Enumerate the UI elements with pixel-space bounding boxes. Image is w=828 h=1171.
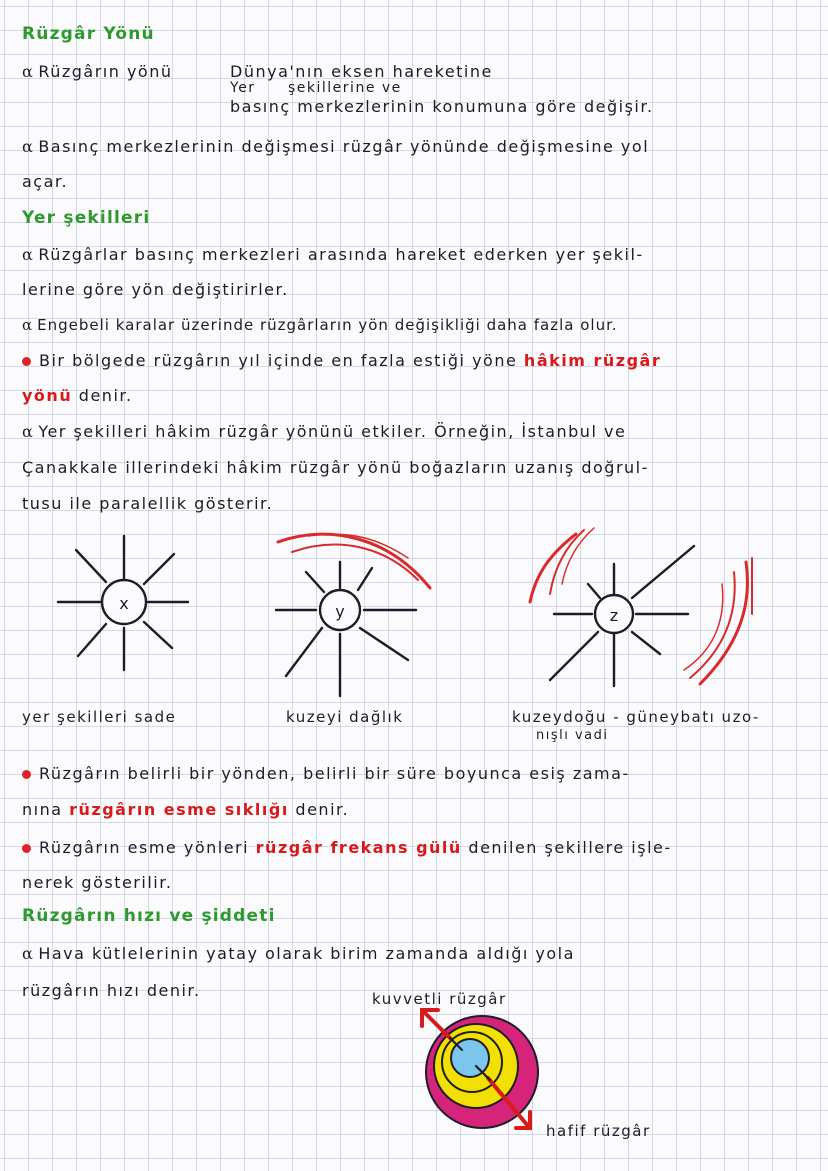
- highlight-term: rüzgâr frekans gülü: [255, 838, 462, 857]
- bullet-dot: [22, 844, 31, 853]
- paragraph-earth-axis: Dünya'nın eksen hareketine: [230, 62, 493, 81]
- text: Engebeli karalar üzerinde rüzgârların yön değişikliği daha fazla olur.: [37, 316, 618, 334]
- bullet-dot: [22, 770, 31, 779]
- section-title-wind-speed: Rüzgârın hızı ve şiddeti: [22, 906, 276, 926]
- wind-rose-y: [268, 528, 438, 698]
- text: Basınç merkezlerinin değişmesi rüzgâr yönünde değişmesine yol: [38, 137, 650, 156]
- label-x: x: [119, 594, 129, 613]
- text-pressure-centers: basınç merkezlerinin konumuna göre değişir.: [230, 97, 654, 116]
- caption-z-line2: nışlı vadi: [536, 728, 609, 743]
- paragraph-prevailing-wind: [22, 351, 661, 370]
- section-title-wind-direction: Rüzgâr Yönü: [22, 24, 155, 44]
- highlight-term: hâkim rüzgâr: [523, 351, 662, 370]
- alpha-marker: α: [22, 944, 35, 963]
- label-light-wind: hafif rüzgâr: [546, 1122, 651, 1140]
- paragraph-wind-direction-label: [22, 62, 173, 81]
- alpha-marker: α: [22, 422, 35, 441]
- paragraph-wind-frequency: [22, 764, 630, 783]
- highlight-term: yönü: [22, 386, 73, 405]
- label-z: z: [609, 606, 619, 625]
- paragraph-pressure-change-cont: açar.: [22, 172, 69, 191]
- alpha-marker: α: [22, 245, 35, 264]
- alpha-marker: α: [22, 137, 35, 156]
- label-y: y: [335, 602, 345, 621]
- text: Rüzgârın yönü: [38, 62, 173, 81]
- text: nına: [22, 800, 63, 819]
- alpha-marker: α: [22, 62, 35, 81]
- paragraph-wind-rose: [22, 838, 672, 857]
- paragraph-rugged-lands: [22, 316, 618, 334]
- caption-x: yer şekilleri sade: [22, 708, 177, 726]
- alpha-marker: α: [22, 316, 34, 334]
- highlight-term: rüzgârın esme sıklığı: [69, 800, 289, 819]
- text: Rüzgârın esme yönleri: [39, 838, 250, 857]
- text: denilen şekillere işle-: [468, 838, 672, 857]
- text-yer: Yer: [230, 80, 256, 96]
- caption-y: kuzeyi dağlık: [286, 708, 404, 726]
- paragraph-istanbul: [22, 422, 626, 441]
- text: Bir bölgede rüzgârın yıl içinde en fazla estiği yöne: [39, 351, 518, 370]
- bullet-dot: [22, 357, 31, 366]
- paragraph-istanbul-cont1: Çanakkale illerindeki hâkim rüzgâr yönü boğazların uzanış doğrul-: [22, 458, 649, 477]
- text: Yer şekilleri hâkim rüzgâr yönünü etkiler. Örneğin, İstanbul ve: [38, 422, 627, 441]
- paragraph-wind-frequency-cont: [22, 800, 349, 819]
- text-sekillerine: şekillerine ve: [288, 80, 402, 96]
- paragraph-prevailing-wind-cont: [22, 386, 133, 405]
- text: Rüzgârlar basınç merkezleri arasında hareket ederken yer şekil-: [38, 245, 644, 264]
- paragraph-istanbul-cont2: tusu ile paralellik gösterir.: [22, 494, 274, 513]
- text: denir.: [295, 800, 350, 819]
- paragraph-wind-rose-cont: nerek gösterilir.: [22, 873, 173, 892]
- text: denir.: [78, 386, 133, 405]
- paragraph-wind-speed: [22, 944, 575, 963]
- paragraph-pressure-change: [22, 137, 649, 156]
- paragraph-winds-landforms: [22, 245, 644, 264]
- text: Rüzgârın belirli bir yönden, belirli bir süre boyunca esiş zama-: [39, 764, 630, 783]
- section-title-landforms: Yer şekilleri: [22, 208, 151, 228]
- label-strong-wind: kuvvetli rüzgâr: [372, 990, 507, 1008]
- paragraph-wind-speed-cont: rüzgârın hızı denir.: [22, 981, 201, 1000]
- text: Hava kütlelerinin yatay olarak birim zamanda aldığı yola: [38, 944, 575, 963]
- paragraph-winds-landforms-cont: lerine göre yön değiştirirler.: [22, 280, 289, 299]
- wind-rose-z: [520, 524, 760, 694]
- caption-z-line1: kuzeydoğu - güneybatı uzo-: [512, 708, 760, 726]
- wind-rose-x: [48, 530, 198, 680]
